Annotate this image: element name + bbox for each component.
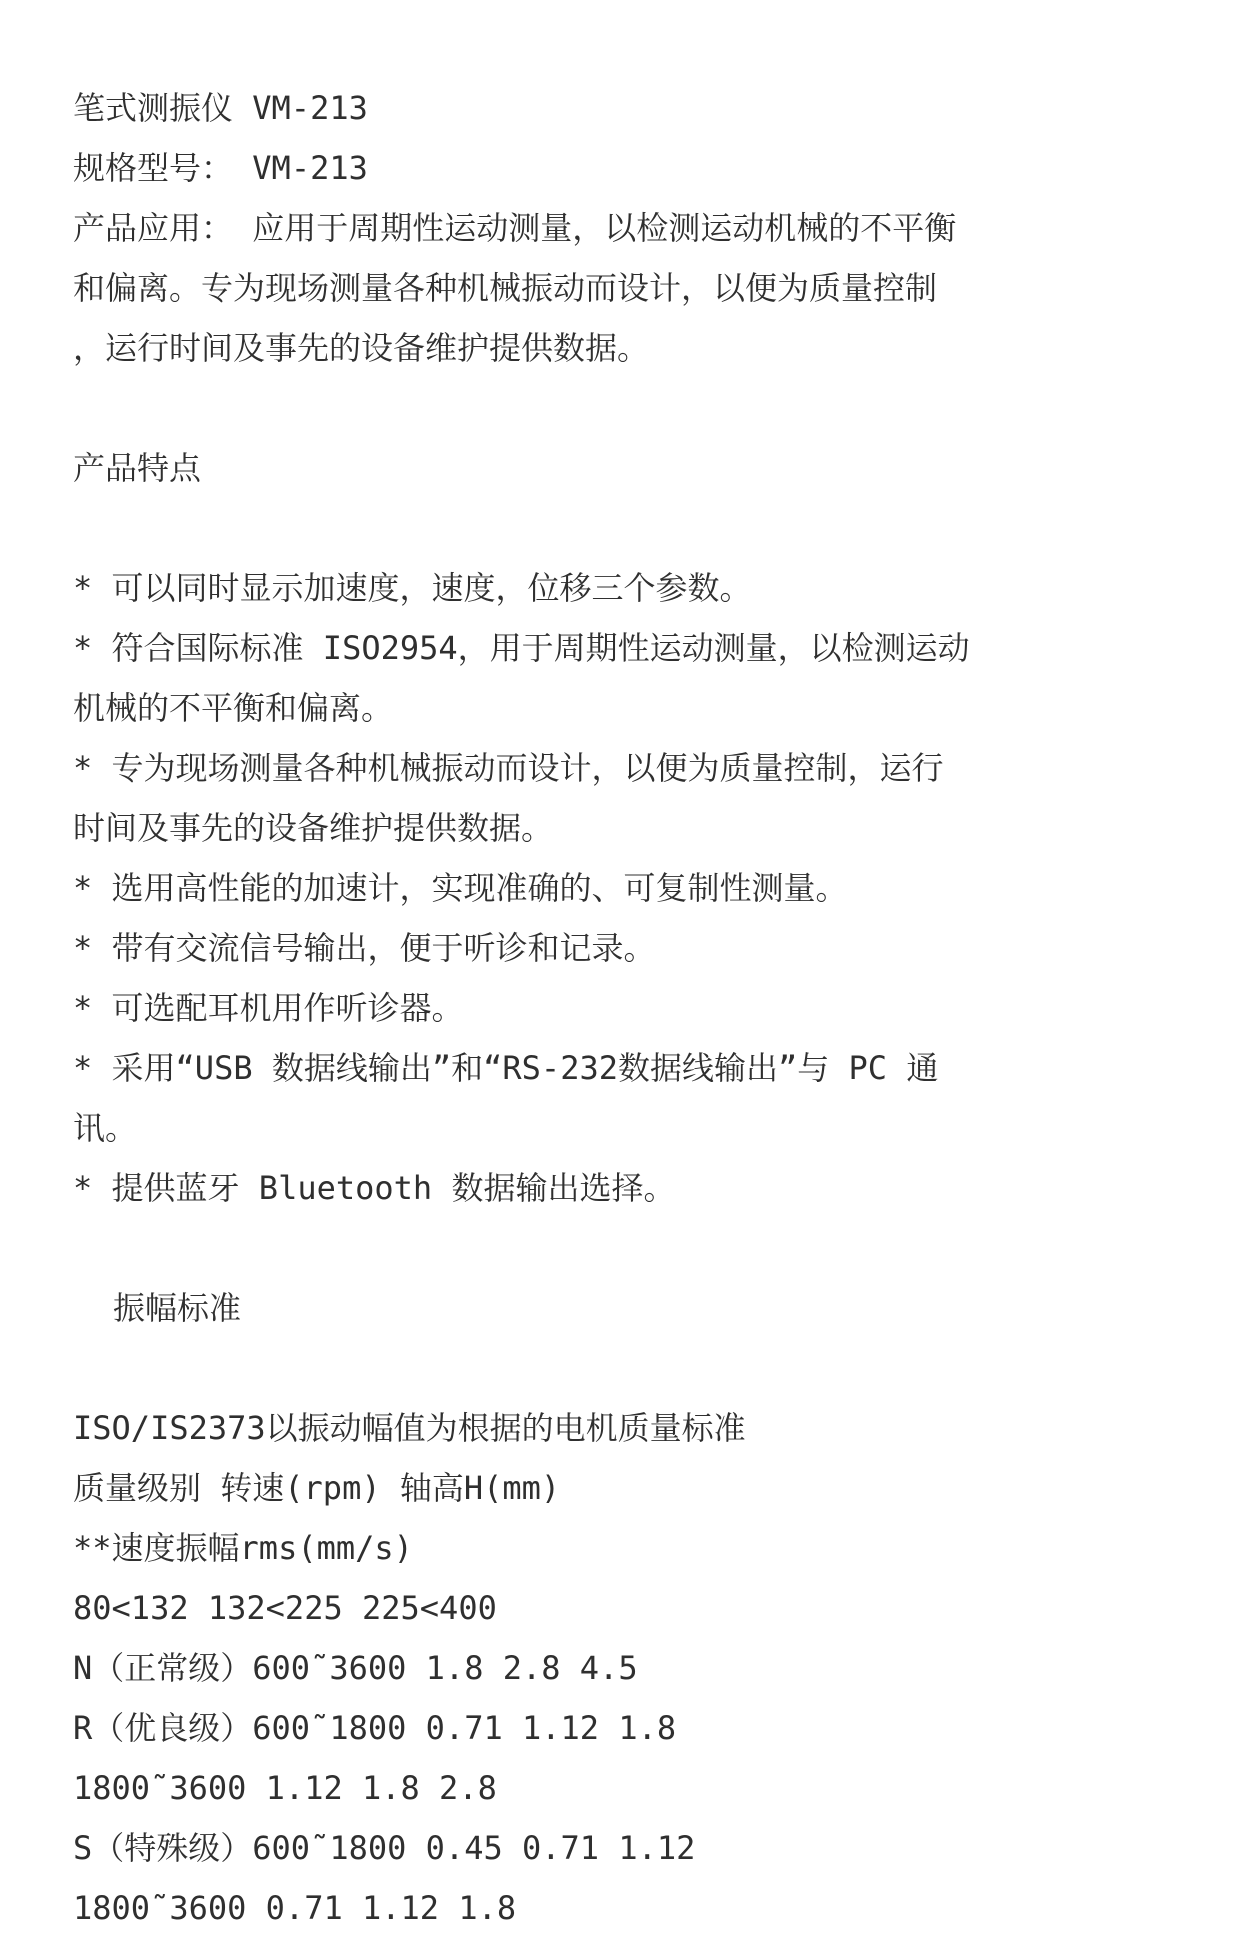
- feature-item: [73, 558, 1183, 618]
- application-line: ，运行时间及事先的设备维护提供数据。: [73, 329, 650, 367]
- grade-row: S（特殊级）600˜1800 0.45 0.71 1.12: [73, 1829, 696, 1867]
- feature-item: [73, 858, 1183, 918]
- spacer: [73, 378, 1183, 438]
- shaft-height-ranges: 80<132 132<225 225<400: [73, 1589, 497, 1627]
- standard-title: ISO/IS2373以振动幅值为根据的电机质量标准: [73, 1409, 746, 1447]
- feature-item: [73, 1038, 1183, 1158]
- product-title: 笔式测振仪 VM-213: [73, 89, 368, 127]
- feature-line: * 符合国际标准 ISO2954，用于周期性运动测量，以检测运动: [73, 629, 970, 667]
- spacer: [73, 1218, 1183, 1278]
- feature-item: [73, 738, 1183, 858]
- application-line: 和偏离。专为现场测量各种机械振动而设计，以便为质量控制: [73, 269, 938, 307]
- velocity-header: **速度振幅rms(mm/s): [73, 1529, 413, 1567]
- feature-item: [73, 618, 1183, 738]
- amplitude-section: [73, 1278, 1183, 1938]
- amplitude-heading: 振幅标准: [113, 1289, 242, 1327]
- product-document: [73, 78, 1183, 1938]
- spacer: [73, 1338, 1183, 1398]
- feature-line: 机械的不平衡和偏离。: [73, 689, 394, 727]
- grade-row: 1800˜3600 1.12 1.8 2.8: [73, 1769, 497, 1807]
- grade-row: N（正常级）600˜3600 1.8 2.8 4.5: [73, 1649, 638, 1687]
- grade-row: 1800˜3600 0.71 1.12 1.8: [73, 1889, 517, 1927]
- features-heading: 产品特点: [73, 449, 202, 487]
- spacer: [73, 498, 1183, 558]
- model-value: VM-213: [252, 149, 368, 187]
- model-spec: [73, 138, 1183, 198]
- feature-line: 讯。: [73, 1109, 138, 1147]
- feature-line: * 带有交流信号输出，便于听诊和记录。: [73, 929, 656, 967]
- features-section: [73, 438, 1183, 1218]
- feature-line: * 专为现场测量各种机械振动而设计，以便为质量控制，运行: [73, 749, 944, 787]
- grade-row: R（优良级）600˜1800 0.71 1.12 1.8: [73, 1709, 677, 1747]
- feature-line: * 选用高性能的加速计，实现准确的、可复制性测量。: [73, 869, 848, 907]
- feature-line: * 可选配耳机用作听诊器。: [73, 989, 464, 1027]
- feature-item: [73, 978, 1183, 1038]
- feature-line: 时间及事先的设备维护提供数据。: [73, 809, 554, 847]
- columns-header: 质量级别 转速(rpm) 轴高H(mm): [73, 1469, 561, 1507]
- product-header: [73, 78, 1183, 378]
- feature-line: * 采用“USB 数据线输出”和“RS-232数据线输出”与 PC 通: [73, 1049, 939, 1087]
- feature-item: [73, 1158, 1183, 1218]
- feature-item: [73, 918, 1183, 978]
- feature-line: * 可以同时显示加速度，速度，位移三个参数。: [73, 569, 752, 607]
- model-label: 规格型号：: [73, 149, 234, 187]
- application-line: 产品应用： 应用于周期性运动测量，以检测运动机械的不平衡: [73, 209, 957, 247]
- feature-line: * 提供蓝牙 Bluetooth 数据输出选择。: [73, 1169, 676, 1207]
